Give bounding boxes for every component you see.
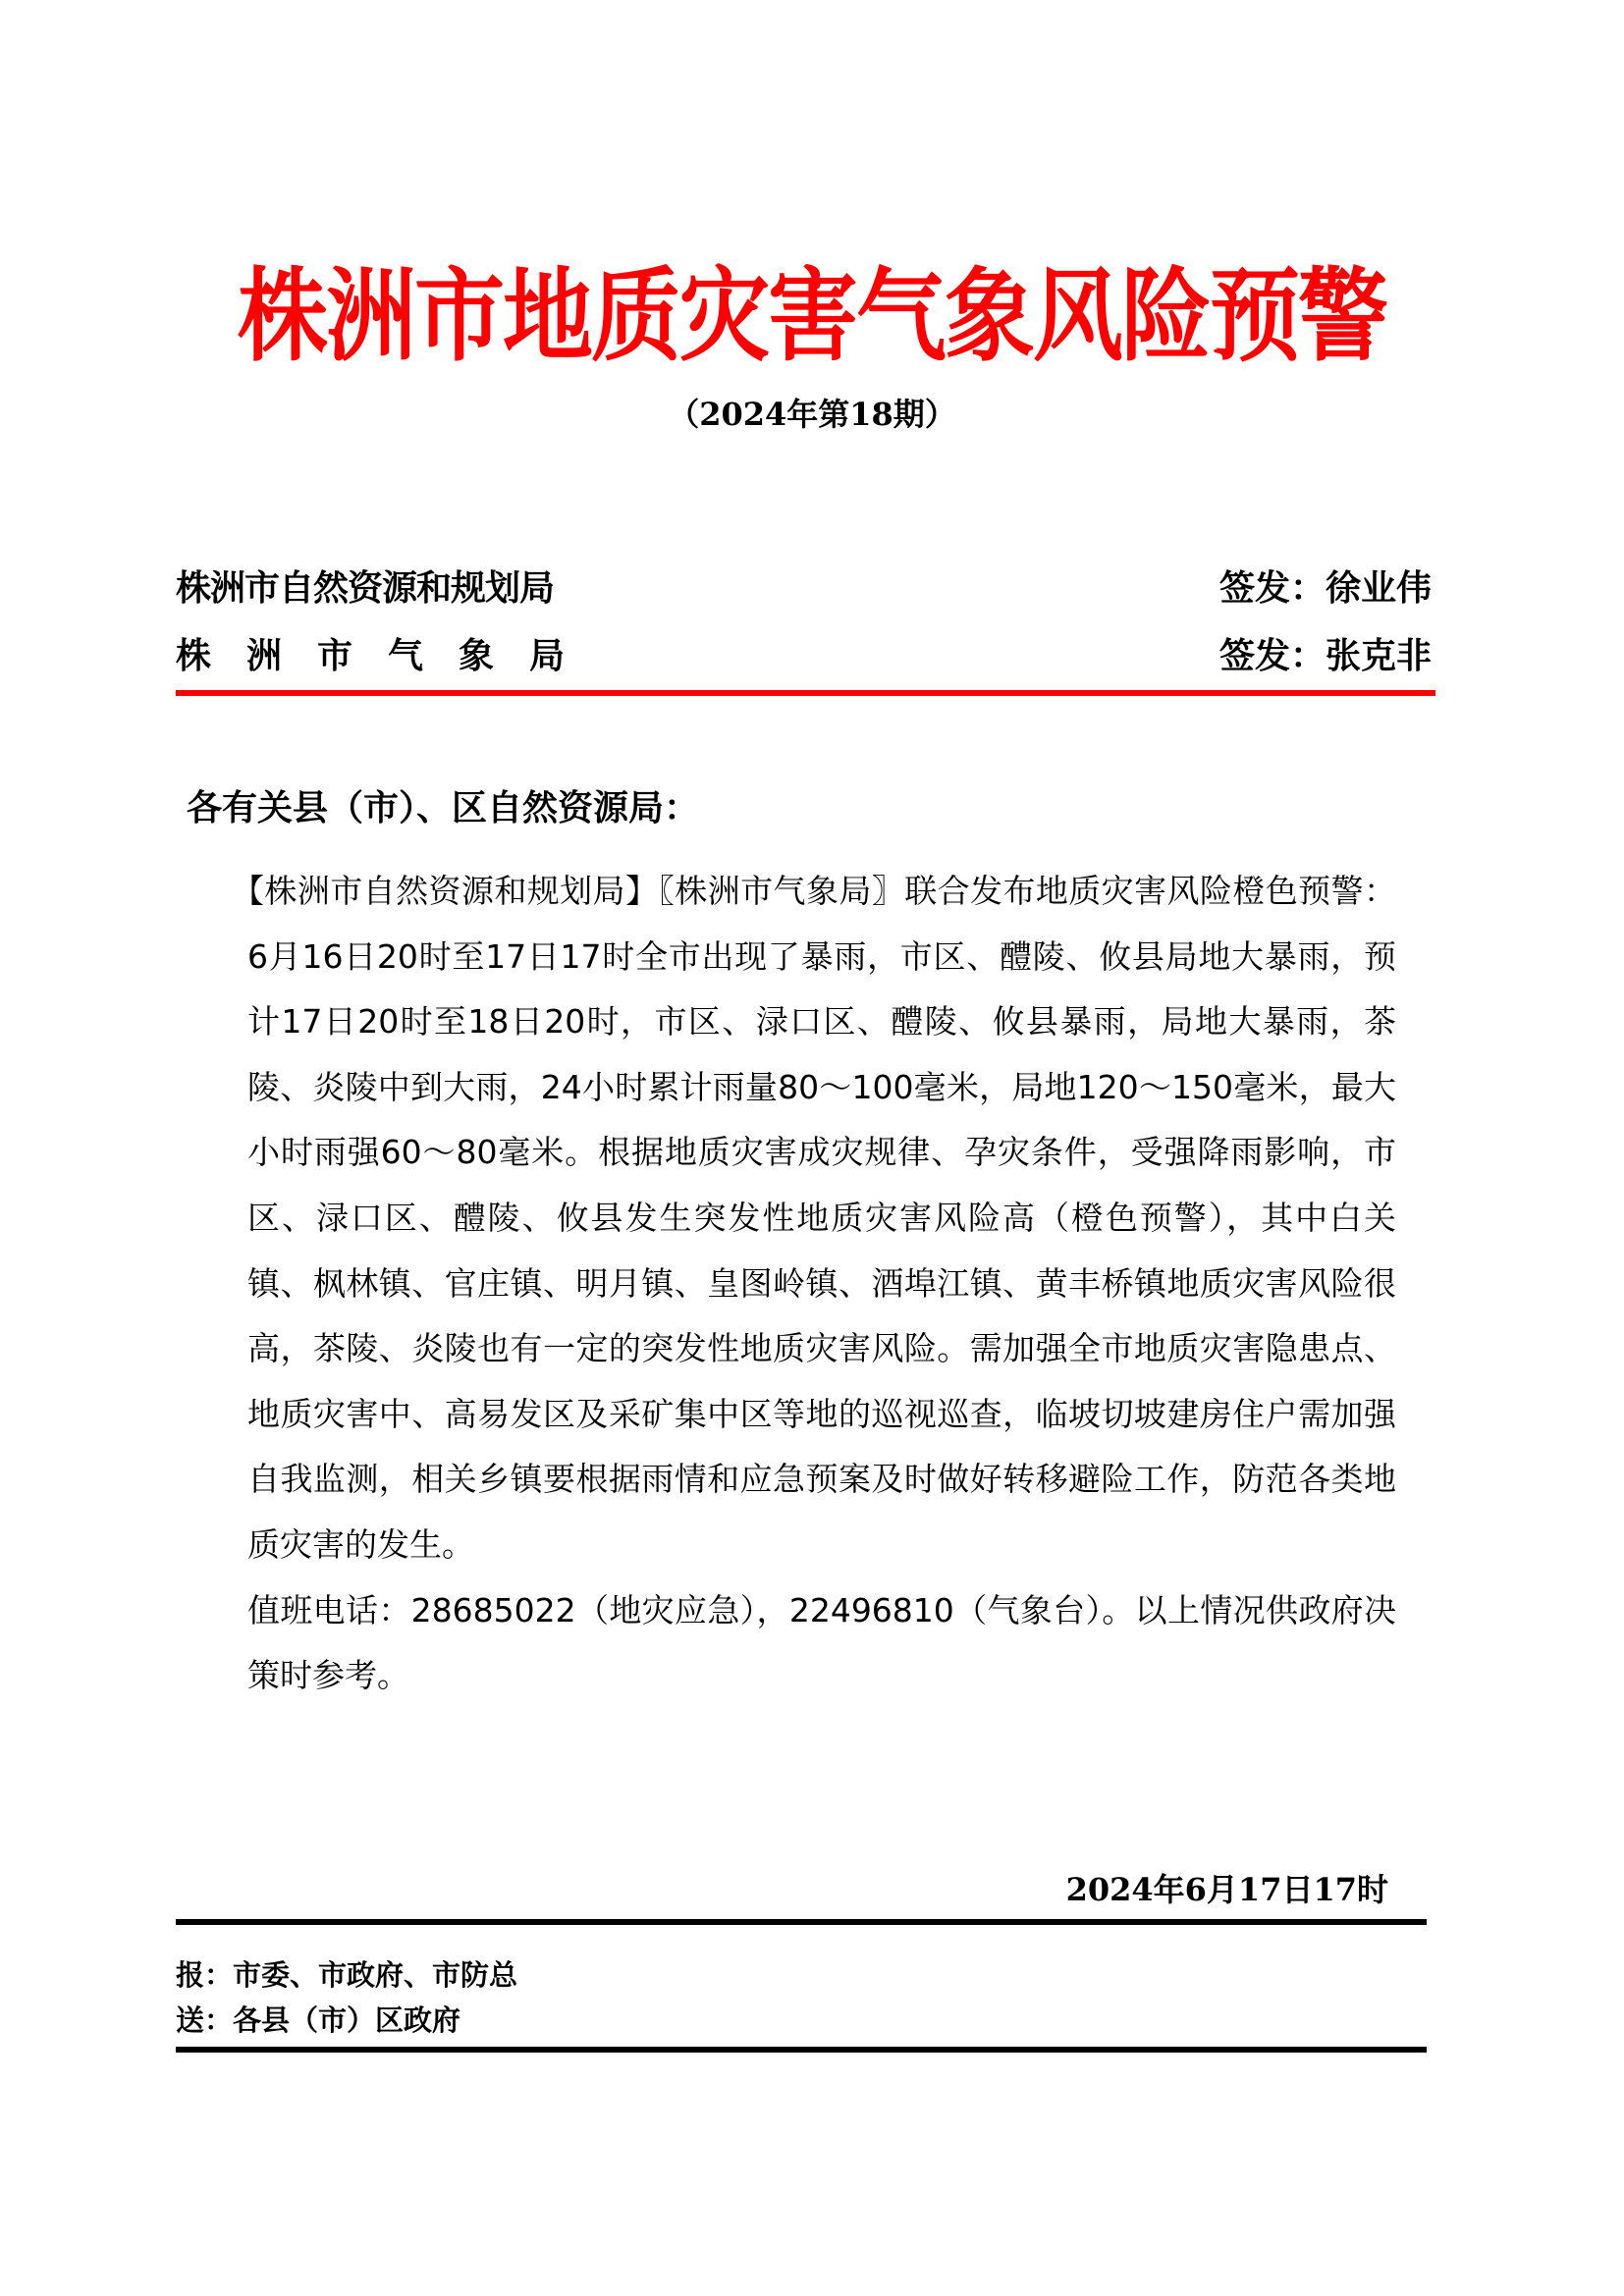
signer-name: 张克非 [1325, 636, 1432, 676]
signer-name: 徐业伟 [1325, 568, 1432, 609]
salutation: 各有关县（市）、区自然资源局： [187, 788, 700, 828]
send-to: 送：各县（市）区政府 [176, 2003, 461, 2037]
footer-divider-top [176, 1919, 1427, 1925]
footer-divider-bottom [176, 2047, 1427, 2053]
header-divider [176, 690, 1435, 696]
signer-line-1 [1219, 561, 1432, 611]
issuer-org-meteorology: 株洲市气象局 [176, 636, 601, 676]
document-title: 株洲市地质灾害气象风险预警 [237, 257, 1386, 376]
signer-label: 签发： [1218, 636, 1326, 676]
contact-paragraph: 值班电话：28685022（地灾应急），22496810（气象台）。以上情况供政府决策时参考。 [247, 1590, 1396, 1695]
warning-paragraph: 【株洲市自然资源和规划局】〖株洲市气象局〗联合发布地质灾害风险橙色预警：6月16日20时至17日17时全市出现了暴雨，市区、醴陵、攸县局地大暴雨，预计17日20时至18日20时，市区、渌口区、醴陵、攸县暴雨，局地大暴雨，茶陵、炎陵中到大雨，24小时累计雨量80～100毫米，局地120～150毫米，最大小时雨强60～80毫米。根据地质灾害成灾规律、孕灾条件，受强降雨影响，市区、渌口区、醴陵、攸县发生突发性地质灾害风险高（橙色预警），其中白关镇、枫林镇、官庄镇、明月镇、皇图岭镇、酒埠江镇、黄丰桥镇地质灾害风险很高，茶陵、炎陵也有一定的突发性地质灾害风险。需加强全市地质灾害隐患点、地质灾害中、高易发区及采矿集中区等地的巡视巡查，临坡切坡建房住户需加强自我监测，相关乡镇要根据雨情和应急预案及时做好转移避险工作，防范各类地质灾害的发生。 [232, 872, 1396, 1564]
issuer-org-natural-resources: 株洲市自然资源和规划局 [176, 568, 555, 609]
signer-line-2 [1219, 628, 1432, 678]
signer-label: 签发： [1218, 568, 1326, 609]
body-text [232, 859, 1396, 1709]
issue-number: （2024年第18期） [668, 396, 956, 433]
issue-date: 2024年6月17日17时 [1065, 1871, 1388, 1908]
report-to: 报：市委、市政府、市防总 [176, 1958, 518, 1992]
